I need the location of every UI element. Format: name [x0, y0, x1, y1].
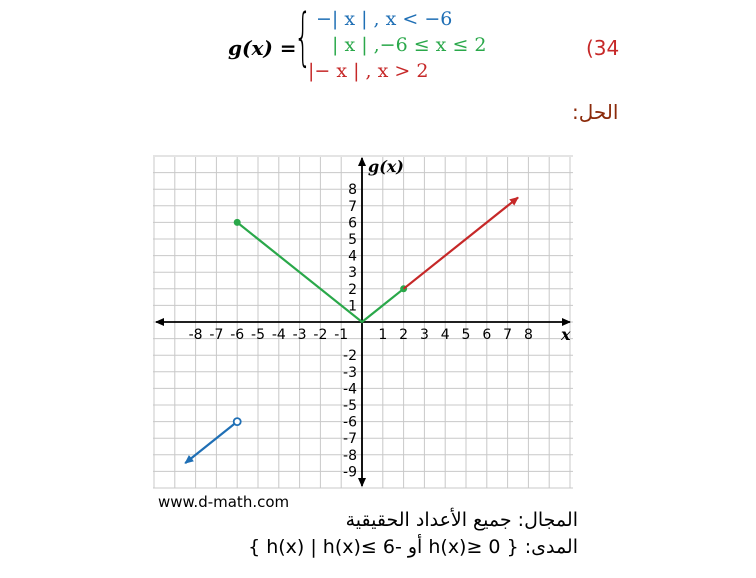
x-tick-label: -3	[292, 327, 307, 343]
solution-label: الحل:	[572, 100, 619, 124]
range-statement: المدى: { h(x)≥ 0 أو -6 ≥h(x) | h(x) }	[248, 536, 578, 558]
x-tick-label: -6	[230, 327, 245, 343]
x-tick-label: -5	[251, 327, 265, 343]
x-tick-label: 8	[523, 327, 533, 343]
x-tick-label: -7	[209, 327, 224, 343]
y-tick-label: 6	[348, 215, 357, 232]
domain-statement: المجال: جميع الأعداد الحقيقية	[345, 509, 578, 531]
y-tick-label: -9	[343, 464, 357, 481]
x-tick-label: -8	[188, 327, 203, 343]
y-tick-label: -4	[343, 381, 357, 398]
case-3: |− x | , x > 2	[308, 60, 429, 82]
x-tick-label: 6	[482, 327, 492, 343]
x-tick-label: 3	[419, 327, 429, 343]
y-tick-label: 2	[348, 281, 357, 298]
x-tick-label: 1	[378, 327, 388, 343]
y-tick-label: -2	[343, 348, 357, 365]
watermark: www.d-math.com	[158, 493, 290, 511]
x-tick-label: 2	[399, 327, 409, 343]
y-tick-label: 3	[348, 265, 357, 282]
y-tick-label: -5	[343, 398, 357, 414]
series-line-3	[404, 198, 518, 289]
x-tick-label: -4	[271, 327, 286, 343]
y-tick-label: 5	[348, 232, 357, 248]
x-tick-label: 4	[440, 327, 450, 343]
x-axis-label: x	[561, 325, 571, 344]
y-tick-label: 4	[348, 248, 357, 265]
y-tick-label: 7	[348, 198, 357, 215]
x-tick-label: 5	[461, 327, 471, 343]
series-line-1	[185, 422, 237, 464]
y-tick-label: 8	[348, 182, 357, 199]
x-tick-label: 7	[503, 327, 513, 343]
open-endpoint	[234, 418, 241, 425]
y-tick-label: -7	[343, 431, 357, 448]
question-number: (34	[586, 36, 620, 60]
y-tick-label: -3	[343, 364, 357, 381]
case-1: −| x | , x < −6	[316, 8, 453, 30]
closed-endpoint	[234, 219, 241, 226]
case-2: | x | ,−6 ≤ x ≤ 2	[332, 34, 487, 56]
y-axis-label: g(x)	[368, 157, 404, 176]
piecewise-brace: {	[294, 0, 312, 73]
x-tick-label: -1	[334, 327, 349, 343]
y-tick-label: -8	[343, 447, 357, 464]
function-label: g(x) =	[228, 36, 297, 60]
y-tick-label: -6	[343, 414, 357, 431]
x-tick-label: -2	[313, 327, 328, 343]
y-tick-label: 1	[348, 298, 357, 315]
